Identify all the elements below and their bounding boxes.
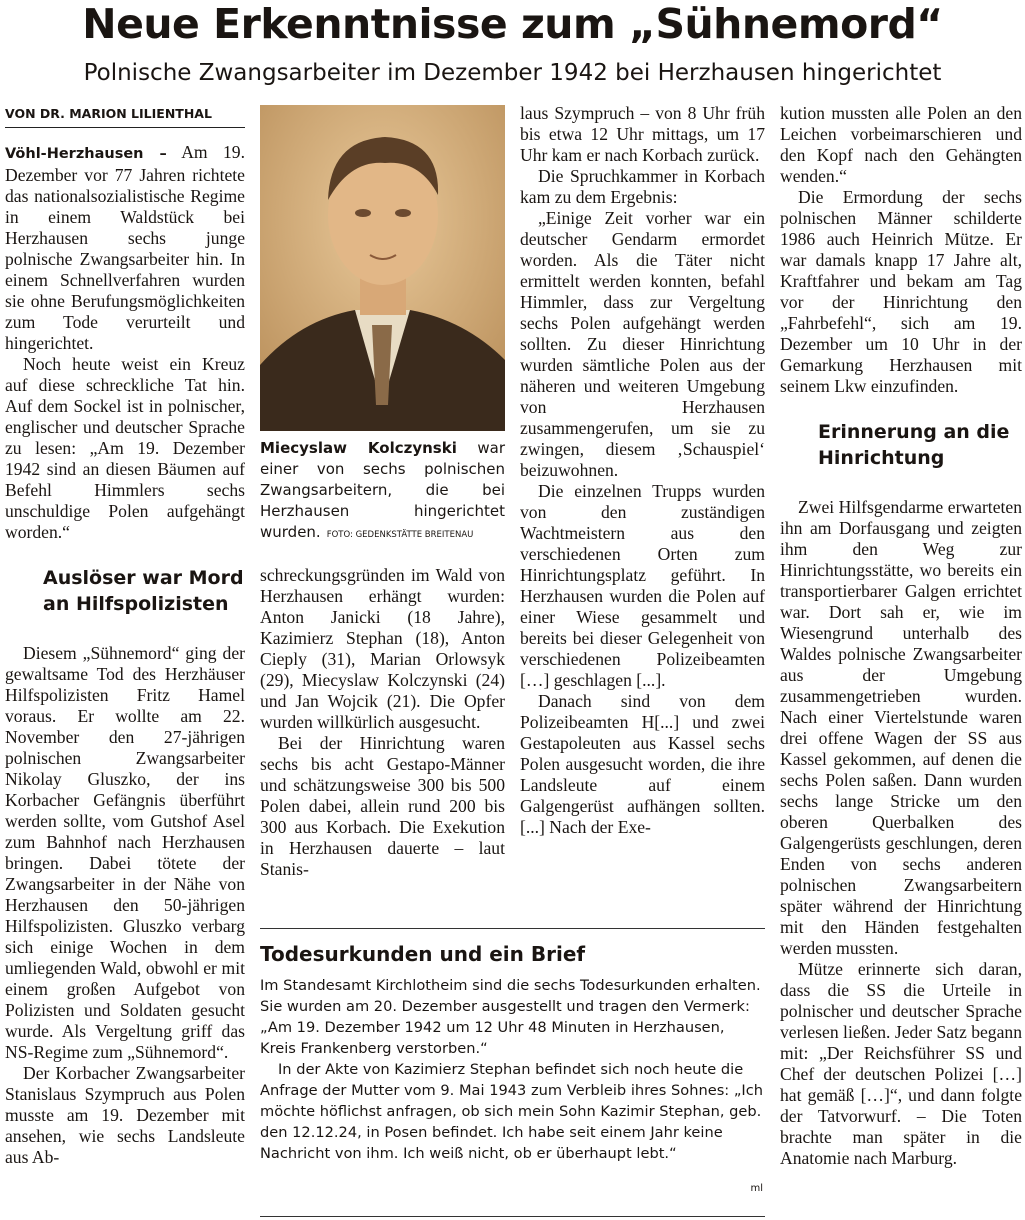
- paragraph: Noch heute weist ein Kreuz auf diese schreckliche Tat hin. Auf dem Sockel ist in polnischer, englischer und deutscher Sprache zu lesen: „Am 19. Dezember 1942 sind an diesen Bäumen auf Befehl Himmlers sechs unschuldige Polen aufgehängt worden.“: [5, 354, 245, 542]
- paragraph: Die einzelnen Trupps wurden von den zuständigen Wachtmeistern aus den verschiedenen Orten zum Hinrichtungsplatz geführt. In Herzhausen wurden die Polen auf einer Wiese gesammelt und bereits bei dieser Gelegenheit von verschiedenen Polizeibeamten […] geschlagen [...].: [520, 481, 765, 690]
- paragraph: Danach sind von dem Polizeibeamten H[...] und zwei Gestapoleuten aus Kassel sechs Polen ausgesucht worden, die ihre Landsleute auf einem Galgengerüst aufhängen sollten. [...] Nach der Exe-: [520, 691, 765, 837]
- paragraph: Diesem „Sühnemord“ ging der gewaltsame Tod des Herzhäuser Hilfspolizisten Fritz Hamel voraus. Er wollte am 22. November den 27-jährigen polnischen Zwangsarbeiter Nikolay Gluszko, der ins Korbacher Gefängnis überführt werden sollte, vom Gutshof Asel zum Bahnhof nach Herzhausen bringen. Dabei tötete der Zwangsarbeiter in der Nähe von Herzhausen den 50-jährigen Hilfspolizisten. Gluszko verbarg sich einige Wochen in dem umliegenden Wald, obwohl er mit einem großen Aufgebot von Polizisten und Soldaten gesucht wurde. Als Vergeltung griff das NS-Regime zum „Sühnemord“.: [5, 643, 245, 1062]
- headline: Neue Erkenntnisse zum „Sühnemord“: [82, 0, 943, 48]
- paragraph: Die Ermordung der sechs polnischen Männer schilderte 1986 auch Heinrich Mütze. Er war damals knapp 17 Jahre alt, Kraftfahrer und bekam am Tag vor der Hinrichtung den „Fahrbefehl“, sich am 19. Dezember um 10 Uhr in der Gemarkung Herzhausen mit seinem Lkw einzufinden.: [780, 187, 1022, 396]
- info-box-paragraph: Im Standesamt Kirchlotheim sind die sechs Todesurkunden erhalten. Sie wurden am 20. Dezember ausgestellt und tragen den Vermerk: „Am 19. Dezember 1942 um 12 Uhr 48 Minuten in Herzhausen, Kreis Frankenberg verstorben.“: [260, 977, 761, 1057]
- info-box-title: Todesurkunden und ein Brief: [260, 942, 586, 966]
- paragraph: Der Korbacher Zwangsarbeiter Stanislaus Szympruch aus Polen musste am 19. Dezember mit ansehen, wie sechs Landsleute aus Ab-: [5, 1063, 245, 1167]
- author-signature: ml: [750, 1183, 763, 1194]
- info-box: [260, 928, 765, 1217]
- column-1: [5, 105, 245, 1168]
- photo-credit: FOTO: GEDENKSTÄTTE BREITENAU: [326, 530, 474, 540]
- paragraph: Bei der Hinrichtung waren sechs bis acht Gestapo-Männer und schätzungsweise 300 bis 500 Polen dabei, allein rund 200 bis 300 aus Korbach. Die Exekution in Herzhausen dauerte – laut Stanis-: [260, 733, 505, 879]
- portrait-photo: [260, 105, 505, 431]
- quote-paragraph: „Einige Zeit vorher war ein deutscher Gendarm ermordet worden. Als die Täter nicht ermittelt werden konnten, befahl Himmler, dass zur Vergeltung sechs Polen aufgehängt werden sollten. Zu dieser Hinrichtung wurden sämtliche Polen aus der näheren und weiteren Umgebung von Herzhausen zusammengerufen, um sie zu zwingen, diesem ‚Schauspiel‘ beizuwohnen.: [520, 208, 765, 480]
- paragraph: Zwei Hilfsgendarme erwarteten ihn am Dorfausgang und zeigten ihm den Weg zur Hinrichtungsstätte, wo bereits ein transportierbarer Galgen errichtet war. Dort sah er, wie im Wiesengrund unterhalb des Waldes polnische Zwangsarbeiter aus der Umgebung zusammengetrieben wurden. Nach einer Viertelstunde waren drei offene Wagen der SS aus Kassel gekommen, auf denen die sechs Polen saßen. Dann wurden sechs lange Stricke um den oberen Querbalken des Galgengerüsts geschlungen, deren Enden von sechs anderen polnischen Zwangsarbeitern später während der Hinrichtung mit den Händen festgehalten werden mussten.: [780, 497, 1022, 958]
- subheadline: Polnische Zwangsarbeiter im Dezember 1942 bei Herzhausen hingerichtet: [83, 60, 942, 86]
- column-4: [780, 103, 1022, 1169]
- caption-text: war einer von sechs polnischen Zwangsarbeitern, die bei Herzhausen hingerichtet wurden.: [260, 439, 505, 541]
- caption-name: Miecyslaw Kolczynski: [260, 439, 457, 457]
- photo-caption: [260, 438, 505, 546]
- paragraph: laus Szympruch – von 8 Uhr früh bis etwa 12 Uhr mittags, um 17 Uhr kam er nach Korbach zurück.: [520, 103, 765, 165]
- column-3: [520, 103, 765, 838]
- byline: VON DR. MARION LILIENTHAL: [5, 105, 245, 128]
- paragraph: schreckungsgründen im Wald von Herzhausen erhängt wurden: Anton Janicki (18 Jahre), Kazimierz Stephan (18), Anton Cieply (31), Marian Orlowsyk (29), Miecyslaw Kolczynski (24) und Jan Wojcik (21). Die Opfer wurden willkürlich ausgesucht.: [260, 565, 505, 732]
- paragraph: Die Spruchkammer in Korbach kam zu dem Ergebnis:: [520, 166, 765, 207]
- lead-text: Am 19. Dezember vor 77 Jahren richtete das nationalsozialistische Regime in einem Waldstück bei Herzhausen sechs junge polnische Zwangsarbeiter hin. In einem Schnellverfahren wurden sie ohne Berufungsmöglichkeiten zum Tode verurteilt und hingerichtet.: [5, 142, 245, 353]
- column-2: [260, 565, 505, 880]
- subhead: Erinnerung an die Hinrichtung: [818, 421, 1010, 469]
- lead-paragraph: [5, 142, 245, 354]
- paragraph: kution mussten alle Polen an den Leichen vorbeimarschieren und den Kopf nach den Gehängten wenden.“: [780, 103, 1022, 186]
- dateline: Vöhl-Herzhausen –: [5, 146, 167, 162]
- info-box-paragraph: In der Akte von Kazimierz Stephan befindet sich noch heute die Anfrage der Mutter vom 9. Mai 1943 zum Verbleib ihres Sohnes: „Ich möchte höflichst anfragen, ob sich mein Sohn Kazimir Stephan, geb. den 12.12.24, in Posen befindet. Ich habe seit einem Jahr keine Nachricht von ihm. Ich weiß nicht, ob er überhaupt lebt.“: [260, 1061, 763, 1162]
- subhead: Auslöser war Mord an Hilfspolizisten: [43, 567, 244, 615]
- paragraph: Mütze erinnerte sich daran, dass die SS die Urteile in polnischer und deutscher Sprache verlesen ließen. Jeder Satz begann mit: „Der Reichsführer SS und Chef der deutschen Polizei […] hat gemäß […]“, und dann folgte der Tatvorwurf. – Die Toten brachte man später in die Anatomie nach Marburg.: [780, 959, 1022, 1168]
